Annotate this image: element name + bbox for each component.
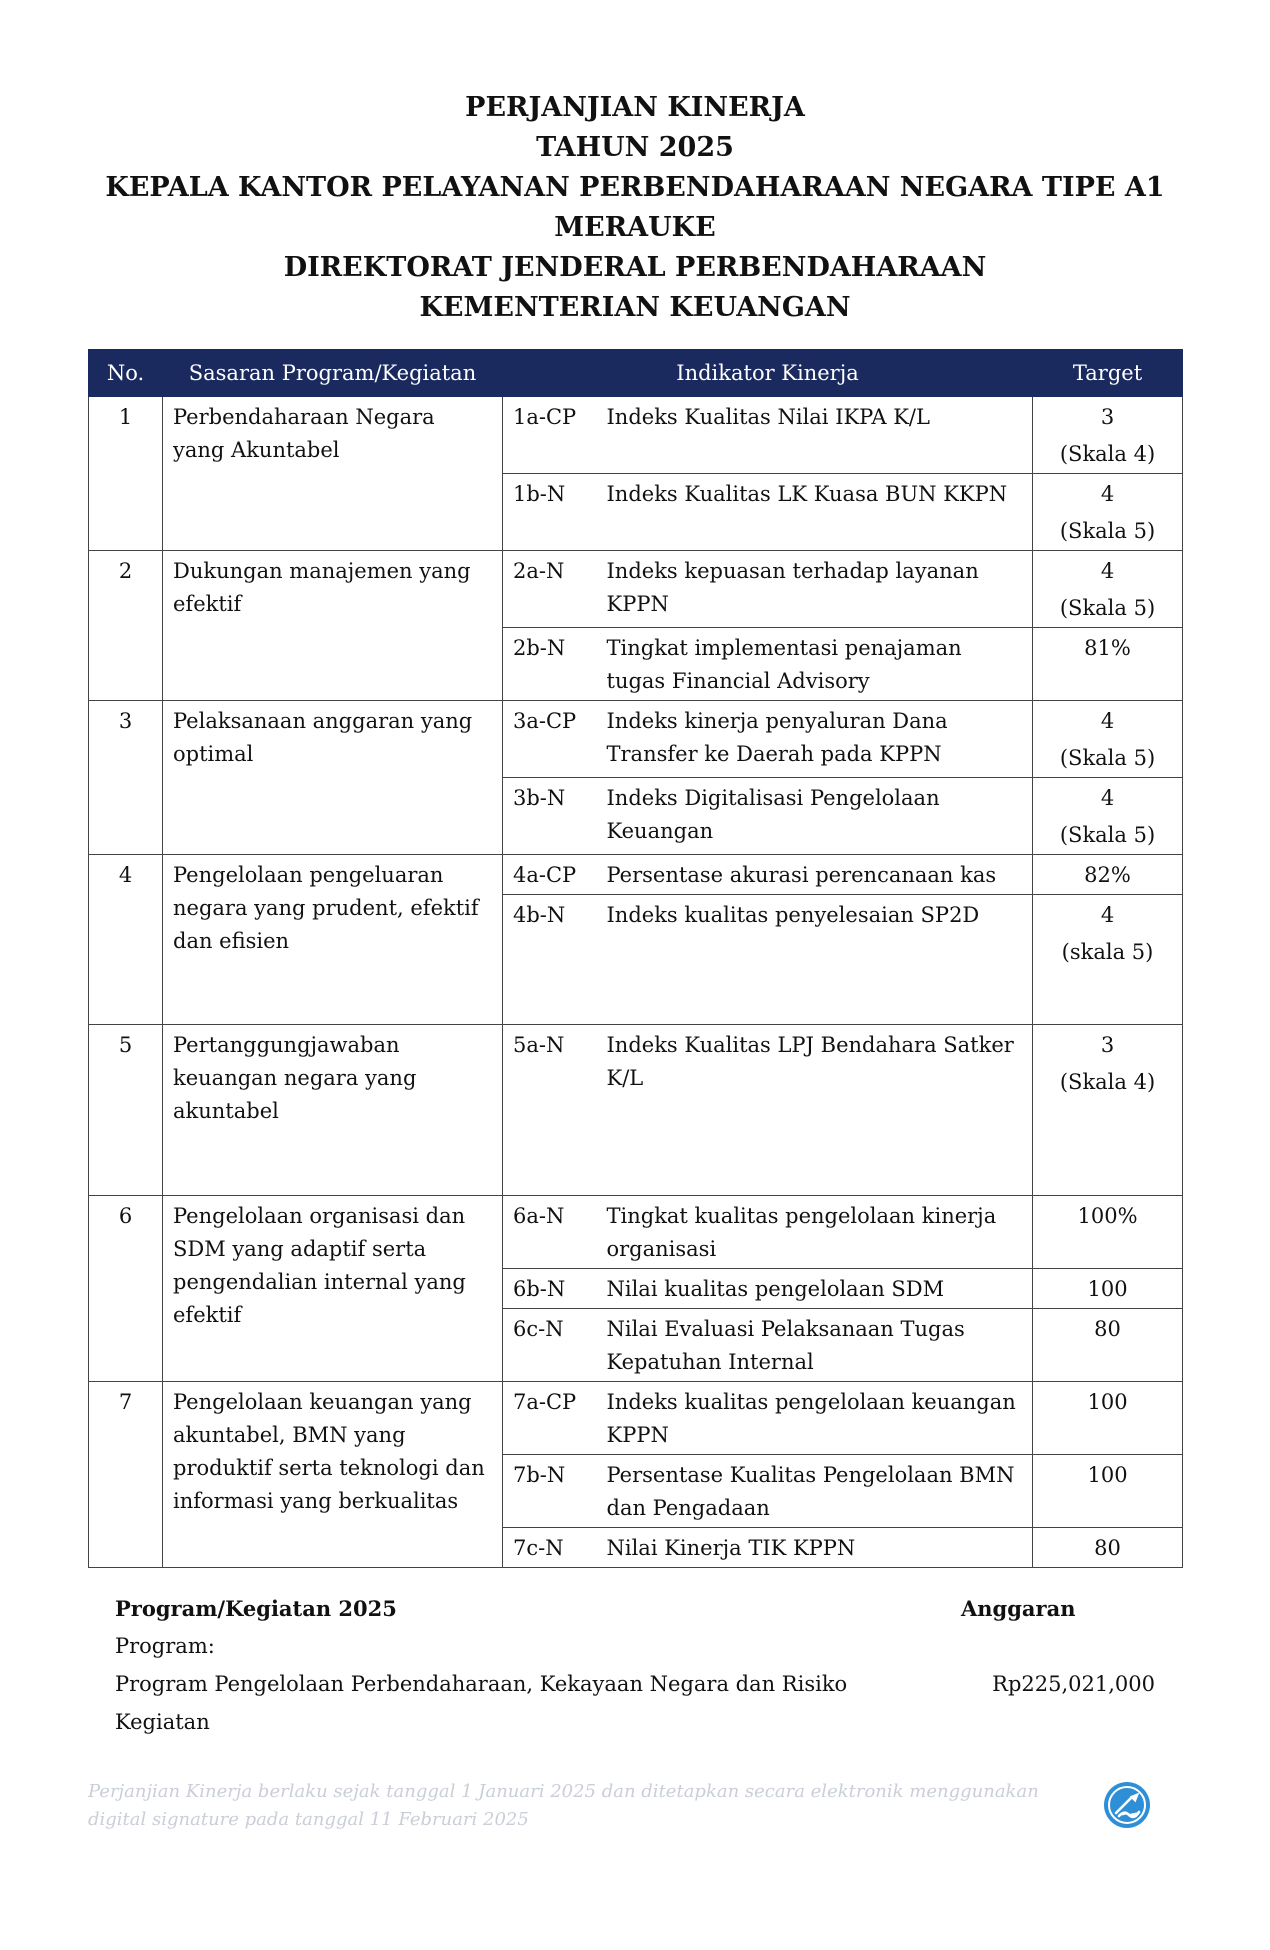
target-value: 81%: [1084, 636, 1131, 660]
target-cell: [1033, 855, 1183, 895]
title-line-6: KEMENTERIAN KEUANGAN: [419, 292, 851, 323]
title-line-3: KEPALA KANTOR PELAYANAN PERBENDAHARAAN NEGARA TIPE A1: [105, 172, 1165, 203]
program-amount: Rp225,021,000: [992, 1672, 1155, 1696]
indicator-name: Nilai Kinerja TIK KPPN: [597, 1528, 1033, 1568]
target-scale: (Skala 5): [1059, 746, 1156, 770]
goal-sasaran: Pertanggungjawaban keuangan negara yang akuntabel: [163, 1025, 503, 1196]
target-cell: [1033, 1528, 1183, 1568]
indicator-name: Indeks kualitas pengelolaan keuangan KPPN: [597, 1382, 1033, 1455]
target-cell: [1033, 778, 1183, 855]
validity-note-line-1: Perjanjian Kinerja berlaku sejak tanggal 1 Januari 2025 dan ditetapkan secara elektronik menggunakan: [88, 1781, 1039, 1802]
target-value: 3: [1100, 405, 1115, 429]
indicator-name: Nilai kualitas pengelolaan SDM: [597, 1269, 1033, 1309]
indicator-code: 1b-N: [503, 474, 597, 551]
table-row: [89, 1196, 1183, 1269]
indicator-name: Indeks Kualitas LPJ Bendahara Satker K/L: [597, 1025, 1033, 1196]
indicator-name: Indeks kualitas penyelesaian SP2D: [597, 895, 1033, 1025]
target-value: 4: [1100, 786, 1115, 810]
target-value: 82%: [1084, 863, 1131, 887]
program-name: Program Pengelolaan Perbendaharaan, Kekayaan Negara dan Risiko: [115, 1672, 848, 1696]
target-scale: (Skala 4): [1059, 1070, 1156, 1094]
header-no: No.: [89, 350, 163, 397]
budget-heading: Program/Kegiatan 2025: [115, 1596, 397, 1621]
anggaran-label: Anggaran: [961, 1596, 1076, 1621]
title-line-1: PERJANJIAN KINERJA: [465, 92, 805, 123]
indicator-code: 3a-CP: [503, 701, 597, 778]
header-target: Target: [1033, 350, 1183, 397]
target-cell: [1033, 1455, 1183, 1528]
budget-heading-row: [115, 1596, 1165, 1621]
target-scale: (Skala 5): [1059, 823, 1156, 847]
target-scale: (Skala 4): [1059, 442, 1156, 466]
target-value: 4: [1100, 482, 1115, 506]
target-value: 100: [1087, 1277, 1128, 1301]
goal-number: 5: [89, 1025, 163, 1196]
target-value: 80: [1094, 1317, 1121, 1341]
title-line-4: MERAUKE: [554, 212, 716, 243]
target-cell: [1033, 1269, 1183, 1309]
target-cell: [1033, 1382, 1183, 1455]
target-value: 4: [1100, 903, 1115, 927]
program-row: [115, 1672, 1165, 1696]
indicator-code: 6c-N: [503, 1309, 597, 1382]
goal-sasaran: Pengelolaan pengeluaran negara yang prudent, efektif dan efisien: [163, 855, 503, 1025]
target-cell: [1033, 1025, 1183, 1196]
target-scale: (Skala 5): [1059, 596, 1156, 620]
goal-number: 1: [89, 397, 163, 551]
indicator-name: Indeks Kualitas Nilai IKPA K/L: [597, 397, 1033, 474]
target-cell: [1033, 628, 1183, 701]
header-indikator: Indikator Kinerja: [503, 350, 1033, 397]
table-row: [89, 551, 1183, 628]
indicator-name: Indeks Kualitas LK Kuasa BUN KKPN: [597, 474, 1033, 551]
validity-note-line-2: digital signature pada tanggal 11 Februari 2025: [88, 1809, 529, 1830]
target-value: 3: [1100, 1033, 1115, 1057]
indicator-name: Tingkat implementasi penajaman tugas Financial Advisory: [597, 628, 1033, 701]
title-line-5: DIREKTORAT JENDERAL PERBENDAHARAAN: [283, 252, 987, 283]
table-row: [89, 1382, 1183, 1455]
title-line-2: TAHUN 2025: [536, 132, 734, 163]
validity-note: [88, 1778, 1068, 1834]
goal-number: 7: [89, 1382, 163, 1568]
kegiatan-label: Kegiatan: [115, 1710, 210, 1734]
target-value: 80: [1094, 1536, 1121, 1560]
indicator-name: Nilai Evaluasi Pelaksanaan Tugas Kepatuhan Internal: [597, 1309, 1033, 1382]
table-row: [89, 1025, 1183, 1196]
indicator-name: Indeks kinerja penyaluran Dana Transfer ke Daerah pada KPPN: [597, 701, 1033, 778]
goal-number: 4: [89, 855, 163, 1025]
indicator-name: Persentase Kualitas Pengelolaan BMN dan Pengadaan: [597, 1455, 1033, 1528]
indicator-code: 6a-N: [503, 1196, 597, 1269]
target-value: 4: [1100, 709, 1115, 733]
table-row: [89, 397, 1183, 474]
goal-sasaran: Pelaksanaan anggaran yang optimal: [163, 701, 503, 855]
goal-sasaran: Pengelolaan keuangan yang akuntabel, BMN yang produktif serta teknologi dan informasi yang berkualitas: [163, 1382, 503, 1568]
indicator-name: Tingkat kualitas pengelolaan kinerja organisasi: [597, 1196, 1033, 1269]
goal-number: 2: [89, 551, 163, 701]
indicator-code: 2b-N: [503, 628, 597, 701]
indicator-code: 4b-N: [503, 895, 597, 1025]
indicator-code: 5a-N: [503, 1025, 597, 1196]
target-cell: [1033, 701, 1183, 778]
target-value: 4: [1100, 559, 1115, 583]
target-cell: [1033, 1196, 1183, 1269]
goal-sasaran: Pengelolaan organisasi dan SDM yang adaptif serta pengendalian internal yang efektif: [163, 1196, 503, 1382]
goal-number: 3: [89, 701, 163, 855]
target-cell: [1033, 551, 1183, 628]
indicator-code: 7c-N: [503, 1528, 597, 1568]
goal-sasaran: Dukungan manajemen yang efektif: [163, 551, 503, 701]
target-value: 100: [1087, 1463, 1128, 1487]
target-scale: (skala 5): [1061, 940, 1154, 964]
indicator-name: Indeks kepuasan terhadap layanan KPPN: [597, 551, 1033, 628]
indicator-code: 7a-CP: [503, 1382, 597, 1455]
indicator-code: 4a-CP: [503, 855, 597, 895]
indicator-name: Indeks Digitalisasi Pengelolaan Keuangan: [597, 778, 1033, 855]
header-sasaran: Sasaran Program/Kegiatan: [163, 350, 503, 397]
target-value: 100%: [1077, 1204, 1138, 1228]
digital-signature-seal-icon: [1102, 1780, 1152, 1830]
indicator-code: 6b-N: [503, 1269, 597, 1309]
indicator-code: 1a-CP: [503, 397, 597, 474]
performance-table: [88, 349, 1183, 1568]
goal-number: 6: [89, 1196, 163, 1382]
goal-sasaran: Perbendaharaan Negara yang Akuntabel: [163, 397, 503, 551]
target-value: 100: [1087, 1390, 1128, 1414]
target-cell: [1033, 474, 1183, 551]
indicator-code: 7b-N: [503, 1455, 597, 1528]
indicator-code: 3b-N: [503, 778, 597, 855]
program-label: Program:: [115, 1634, 215, 1658]
document-title: [0, 88, 1270, 328]
target-cell: [1033, 895, 1183, 1025]
target-cell: [1033, 1309, 1183, 1382]
table-header-row: [89, 350, 1183, 397]
table-row: [89, 701, 1183, 778]
target-cell: [1033, 397, 1183, 474]
table-row: [89, 855, 1183, 895]
target-scale: (Skala 5): [1059, 519, 1156, 543]
indicator-name: Persentase akurasi perencanaan kas: [597, 855, 1033, 895]
indicator-code: 2a-N: [503, 551, 597, 628]
